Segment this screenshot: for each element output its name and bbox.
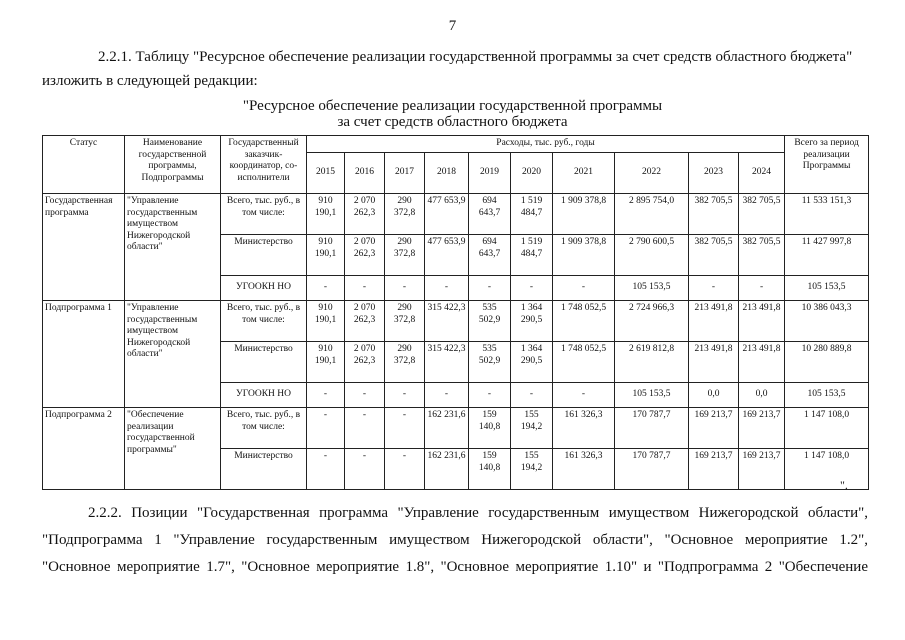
cell-value: - <box>553 276 615 301</box>
cell-value: 162 231,6 <box>425 408 469 449</box>
cell-value: 105 153,5 <box>615 276 689 301</box>
cell-value: 1 909 378,8 <box>553 194 615 235</box>
header-customer: Государственный заказчик-координатор, со-исполнители <box>221 136 307 194</box>
resource-table <box>42 135 869 490</box>
cell-total: 10 280 889,8 <box>785 342 869 383</box>
header-total: Всего за период реализации Программы <box>785 136 869 194</box>
cell-customer: Министерство <box>221 342 307 383</box>
cell-value: 1 748 052,5 <box>553 342 615 383</box>
paragraph-2-2-2 <box>42 500 868 581</box>
cell-total: 105 153,5 <box>785 276 869 301</box>
cell-value: - <box>345 276 385 301</box>
paragraph-2-2-2-line3: "Основное мероприятие 1.7", "Основное мероприятие 1.8", "Основное мероприятие 1.10" и "Подпрограмма 2 "Обеспечение <box>42 559 868 575</box>
cell-value: 1 364 290,5 <box>511 301 553 342</box>
header-expenses: Расходы, тыс. руб., годы <box>307 136 785 153</box>
cell-customer: Министерство <box>221 235 307 276</box>
cell-value: 694 643,7 <box>469 235 511 276</box>
table-row <box>43 194 869 235</box>
cell-value: 2 619 812,8 <box>615 342 689 383</box>
cell-value: 2 070 262,3 <box>345 235 385 276</box>
cell-value: - <box>553 383 615 408</box>
cell-value: 169 213,7 <box>689 449 739 490</box>
cell-program-name: "Управление государственным имуществом Нижегородской области" <box>125 301 221 408</box>
table-header-row <box>43 136 869 153</box>
cell-value: 2 070 262,3 <box>345 194 385 235</box>
cell-value: 535 502,9 <box>469 301 511 342</box>
header-year: 2016 <box>345 153 385 194</box>
cell-value: 155 194,2 <box>511 449 553 490</box>
page-number: 7 <box>448 18 457 34</box>
cell-value: 910 190,1 <box>307 301 345 342</box>
cell-value: 910 190,1 <box>307 194 345 235</box>
header-year: 2015 <box>307 153 345 194</box>
cell-value: 213 491,8 <box>739 342 785 383</box>
cell-status: Государственная программа <box>43 194 125 301</box>
header-year: 2023 <box>689 153 739 194</box>
cell-value: 1 909 378,8 <box>553 235 615 276</box>
cell-value: 1 519 484,7 <box>511 235 553 276</box>
cell-value: 169 213,7 <box>689 408 739 449</box>
cell-value: 105 153,5 <box>615 383 689 408</box>
cell-value: 290 372,8 <box>385 235 425 276</box>
cell-value: 535 502,9 <box>469 342 511 383</box>
table-row <box>43 408 869 449</box>
cell-value: 169 213,7 <box>739 408 785 449</box>
cell-value: 290 372,8 <box>385 194 425 235</box>
cell-value: - <box>307 276 345 301</box>
cell-value: 910 190,1 <box>307 235 345 276</box>
cell-value: 0,0 <box>739 383 785 408</box>
cell-value: 0,0 <box>689 383 739 408</box>
cell-total: 1 147 108,0 <box>785 449 869 490</box>
cell-value: 290 372,8 <box>385 342 425 383</box>
cell-value: - <box>307 383 345 408</box>
cell-value: 162 231,6 <box>425 449 469 490</box>
cell-value: 2 724 966,3 <box>615 301 689 342</box>
table-row <box>43 301 869 342</box>
cell-value: 910 190,1 <box>307 342 345 383</box>
cell-value: 2 070 262,3 <box>345 301 385 342</box>
cell-total: 1 147 108,0 <box>785 408 869 449</box>
cell-value: 382 705,5 <box>739 235 785 276</box>
cell-customer: Министерство <box>221 449 307 490</box>
header-year: 2024 <box>739 153 785 194</box>
cell-value: 2 790 600,5 <box>615 235 689 276</box>
header-year: 2021 <box>553 153 615 194</box>
cell-value: - <box>469 276 511 301</box>
cell-value: 161 326,3 <box>553 408 615 449</box>
cell-value: 155 194,2 <box>511 408 553 449</box>
paragraph-2-2-1-line2: изложить в следующей редакции: <box>42 73 258 89</box>
cell-value: 170 787,7 <box>615 408 689 449</box>
header-year: 2020 <box>511 153 553 194</box>
cell-value: 159 140,8 <box>469 449 511 490</box>
cell-value: - <box>425 383 469 408</box>
cell-value: - <box>307 449 345 490</box>
cell-total: 11 533 151,3 <box>785 194 869 235</box>
cell-value: - <box>385 408 425 449</box>
closing-quote: ". <box>840 478 848 492</box>
cell-value: - <box>307 408 345 449</box>
cell-value: 161 326,3 <box>553 449 615 490</box>
cell-value: - <box>425 276 469 301</box>
cell-value: 213 491,8 <box>689 342 739 383</box>
cell-customer: Всего, тыс. руб., в том числе: <box>221 301 307 342</box>
cell-value: - <box>469 383 511 408</box>
cell-value: 159 140,8 <box>469 408 511 449</box>
cell-value: 382 705,5 <box>689 235 739 276</box>
cell-customer: УГООКН НО <box>221 276 307 301</box>
table-title <box>0 98 905 130</box>
cell-value: - <box>345 408 385 449</box>
cell-customer: Всего, тыс. руб., в том числе: <box>221 194 307 235</box>
cell-program-name: "Обеспечение реализации государственной программы" <box>125 408 221 490</box>
cell-status: Подпрограмма 2 <box>43 408 125 490</box>
table-title-line2: за счет средств областного бюджета <box>337 114 568 130</box>
header-name: Наименование государственной программы, Подпрограммы <box>125 136 221 194</box>
table-title-line1: "Ресурсное обеспечение реализации государственной программы <box>242 98 663 114</box>
cell-value: 477 653,9 <box>425 194 469 235</box>
cell-value: - <box>511 383 553 408</box>
cell-value: 1 364 290,5 <box>511 342 553 383</box>
cell-value: - <box>385 383 425 408</box>
cell-value: 213 491,8 <box>739 301 785 342</box>
cell-value: 2 895 754,0 <box>615 194 689 235</box>
cell-total: 10 386 043,3 <box>785 301 869 342</box>
cell-value: 382 705,5 <box>689 194 739 235</box>
cell-value: - <box>739 276 785 301</box>
cell-value: 477 653,9 <box>425 235 469 276</box>
cell-total: 105 153,5 <box>785 383 869 408</box>
header-year: 2019 <box>469 153 511 194</box>
cell-customer: УГООКН НО <box>221 383 307 408</box>
paragraph-2-2-2-line2: "Подпрограмма 1 "Управление государственным имуществом Нижегородской области", "Основное мероприятие 1.2", <box>42 532 868 548</box>
header-status: Статус <box>43 136 125 194</box>
cell-value: 170 787,7 <box>615 449 689 490</box>
cell-value: 315 422,3 <box>425 301 469 342</box>
cell-value: 382 705,5 <box>739 194 785 235</box>
cell-value: - <box>689 276 739 301</box>
cell-value: - <box>385 449 425 490</box>
header-year: 2018 <box>425 153 469 194</box>
cell-value: 694 643,7 <box>469 194 511 235</box>
cell-value: 213 491,8 <box>689 301 739 342</box>
cell-total: 11 427 997,8 <box>785 235 869 276</box>
cell-value: - <box>345 383 385 408</box>
paragraph-2-2-1-line1: 2.2.1. Таблицу "Ресурсное обеспечение реализации государственной программы за счет средств областного бюджета" <box>98 49 853 65</box>
cell-value: - <box>385 276 425 301</box>
header-year: 2017 <box>385 153 425 194</box>
cell-customer: Всего, тыс. руб., в том числе: <box>221 408 307 449</box>
cell-value: 169 213,7 <box>739 449 785 490</box>
cell-value: - <box>511 276 553 301</box>
paragraph-2-2-2-line1: 2.2.2. Позиции "Государственная программа "Управление государственным имуществом Нижегородской области", <box>88 505 868 521</box>
header-year: 2022 <box>615 153 689 194</box>
cell-value: 290 372,8 <box>385 301 425 342</box>
cell-value: 315 422,3 <box>425 342 469 383</box>
cell-program-name: "Управление государственным имуществом Нижегородской области" <box>125 194 221 301</box>
cell-value: - <box>345 449 385 490</box>
cell-value: 1 748 052,5 <box>553 301 615 342</box>
cell-status: Подпрограмма 1 <box>43 301 125 408</box>
cell-value: 1 519 484,7 <box>511 194 553 235</box>
cell-value: 2 070 262,3 <box>345 342 385 383</box>
